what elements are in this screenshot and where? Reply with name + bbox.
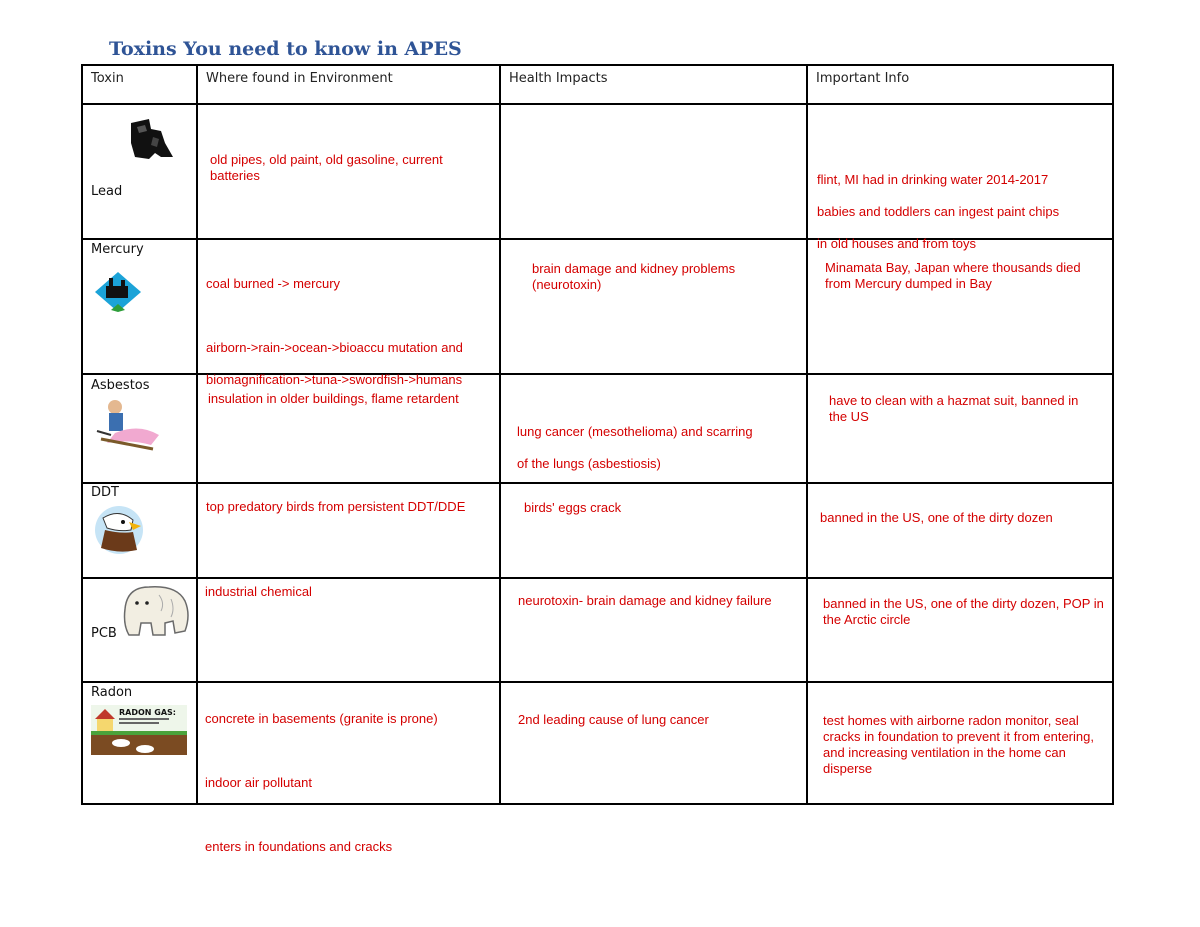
health-cell <box>500 104 807 239</box>
header-cell-where <box>197 65 500 104</box>
toxin-name: Asbestos <box>91 378 150 393</box>
where-line: airborn->rain->ocean->bioaccu mutation and <box>206 340 463 355</box>
where-line: concrete in basements (granite is prone) <box>205 711 438 726</box>
mercury-factory-icon <box>93 270 143 312</box>
where-cell <box>197 483 500 578</box>
toxin-name: Radon <box>91 685 133 700</box>
health-line: of the lungs (asbestiosis) <box>517 456 661 471</box>
toxin-name: PCB <box>91 626 117 641</box>
where-text: industrial chemical <box>205 584 312 599</box>
header-label: Important Info <box>816 71 910 86</box>
where-cell <box>197 104 500 239</box>
polar-bear-icon <box>119 581 191 641</box>
info-text: have to clean with a hazmat suit, banned in the US <box>829 393 1079 424</box>
table-row <box>82 682 1113 804</box>
health-text: birds' eggs crack <box>524 500 622 515</box>
table-row <box>82 483 1113 578</box>
where-cell <box>197 682 500 854</box>
info-line: babies and toddlers can ingest paint chips <box>817 204 1060 219</box>
asbestos-worker-icon <box>93 395 165 451</box>
where-line: biomagnification->tuna->swordfish->humans <box>206 372 463 387</box>
table-row <box>82 374 1113 483</box>
toxin-cell <box>82 374 197 483</box>
info-cell <box>807 374 1113 483</box>
info-cell <box>807 239 1113 374</box>
where-cell <box>197 239 500 387</box>
where-line: indoor air pollutant <box>205 775 312 790</box>
where-text: old pipes, old paint, old gasoline, current batteries <box>210 152 443 183</box>
table-row <box>82 578 1113 682</box>
header-cell-info <box>807 65 1113 104</box>
health-text: brain damage and kidney problems (neurotoxin) <box>532 261 736 292</box>
toxin-name: Lead <box>91 184 123 199</box>
health-cell <box>500 682 807 804</box>
health-text: neurotoxin- brain damage and kidney failure <box>518 593 772 608</box>
header-cell-health <box>500 65 807 104</box>
where-line: enters in foundations and cracks <box>205 839 393 854</box>
where-text <box>205 695 495 871</box>
page-title: Toxins You need to know in APES <box>109 38 462 60</box>
where-cell <box>197 374 500 483</box>
health-cell <box>500 239 807 374</box>
where-line: coal burned -> mercury <box>206 276 341 291</box>
header-cell-toxin <box>82 65 197 104</box>
header-row <box>82 65 1113 104</box>
table-row <box>82 104 1113 239</box>
info-line: in old houses and from toys <box>817 236 976 251</box>
info-line: flint, MI had in drinking water 2014-2017 <box>817 172 1049 187</box>
info-cell <box>807 104 1113 251</box>
where-text: insulation in older buildings, flame retardent <box>208 391 459 406</box>
header-label: Where found in Environment <box>206 71 393 86</box>
toxins-table <box>81 64 1114 854</box>
health-cell <box>500 483 807 578</box>
health-cell <box>500 374 807 483</box>
info-cell <box>807 682 1113 804</box>
info-cell <box>807 483 1113 578</box>
info-text: banned in the US, one of the dirty dozen <box>820 510 1053 525</box>
info-text: banned in the US, one of the dirty dozen, POP in the Arctic circle <box>823 596 1104 627</box>
radon-poster-label: RADON GAS: <box>119 708 176 717</box>
lead-battery-icon <box>127 117 175 161</box>
health-cell <box>500 578 807 682</box>
toxin-cell <box>82 578 197 682</box>
health-text: 2nd leading cause of lung cancer <box>518 712 709 727</box>
where-text: top predatory birds from persistent DDT/DDE <box>206 499 466 514</box>
header-label: Toxin <box>91 71 124 86</box>
bald-eagle-icon <box>93 504 145 556</box>
info-cell <box>807 578 1113 682</box>
radon-gas-poster-icon <box>91 705 187 755</box>
where-cell <box>197 578 500 682</box>
toxin-cell <box>82 682 197 804</box>
toxin-name: DDT <box>91 485 119 500</box>
toxin-cell <box>82 483 197 578</box>
header-label: Health Impacts <box>509 71 608 86</box>
info-text: Minamata Bay, Japan where thousands died from Mercury dumped in Bay <box>825 260 1081 291</box>
health-text <box>517 408 787 488</box>
toxin-cell <box>82 104 197 239</box>
info-text: test homes with airborne radon monitor, seal cracks in foundation to prevent it from entering, and increasing ventilation in the home can disperse <box>823 713 1094 776</box>
toxin-name: Mercury <box>91 242 144 257</box>
health-line: lung cancer (mesothelioma) and scarring <box>517 424 753 439</box>
toxin-cell <box>82 239 197 374</box>
table-row <box>82 239 1113 374</box>
